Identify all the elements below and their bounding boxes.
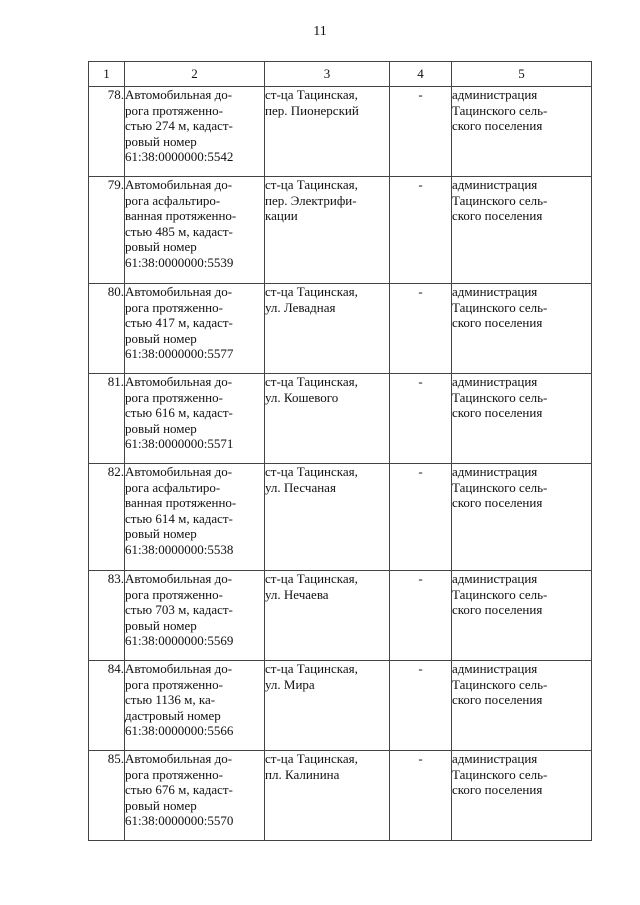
object-name-cell-line: рога протяженно- [125,586,223,602]
object-name-cell [125,87,265,177]
address-cell [265,177,390,284]
owner-cell [452,571,592,661]
row-number: 78. [89,87,125,177]
owner-cell [452,87,592,177]
object-name-cell-line: рога протяженно- [125,389,223,405]
row-number: 85. [89,751,125,841]
object-name-cell-line: 61:38:0000000:5566 [125,723,234,738]
table-row [89,284,592,374]
object-name-cell-line: рога асфальтиро- [125,479,221,495]
owner-cell [452,177,592,284]
address-cell [265,374,390,464]
object-name-cell [125,284,265,374]
owner-cell [452,751,592,841]
owner-cell [452,374,592,464]
owner-cell-line: ского поселения [452,315,543,330]
object-name-cell-line: рога протяженно- [125,766,223,782]
roads-registry-table [88,61,592,841]
table-row [89,751,592,841]
owner-cell-line: Тацинского сель- [452,766,548,782]
object-name-cell-line: рога протяженно- [125,102,223,118]
owner-cell-line: Тацинского сель- [452,389,548,405]
header-col-1: 1 [89,62,125,87]
address-cell-line: ул. Кошевого [265,389,339,405]
address-cell-line: кации [265,208,298,223]
address-cell-line: ст-ца Тацинская, [265,464,358,479]
address-cell-line: ст-ца Тацинская, [265,284,358,299]
col4-cell: - [390,571,452,661]
object-name-cell-line: 61:38:0000000:5577 [125,346,234,361]
object-name-cell-line: ровый номер [125,133,197,149]
address-cell-line: пер. Пионерский [265,102,359,118]
owner-cell-line: администрация [452,374,538,389]
object-name-cell-line: ровый номер [125,526,197,541]
object-name-cell-line: дастровый номер [125,707,221,723]
object-name-cell [125,661,265,751]
row-number: 82. [89,464,125,571]
owner-cell-line: администрация [452,177,538,192]
object-name-cell-line: Автомобильная до- [125,661,233,676]
owner-cell-line: ского поселения [452,782,543,797]
table-body [89,87,592,841]
address-cell-line: пл. Калинина [265,766,340,782]
address-cell-line: ст-ца Тацинская, [265,661,358,676]
owner-cell-line: ского поселения [452,405,543,420]
header-col-2: 2 [125,62,265,87]
object-name-cell-line: Автомобильная до- [125,751,233,766]
owner-cell-line: ского поселения [452,495,543,510]
object-name-cell-line: стью 676 м, кадаст- [125,782,233,797]
address-cell [265,464,390,571]
row-number: 83. [89,571,125,661]
address-cell [265,571,390,661]
object-name-cell-line: Автомобильная до- [125,284,233,299]
object-name-cell [125,374,265,464]
col4-cell: - [390,177,452,284]
row-number: 81. [89,374,125,464]
object-name-cell [125,571,265,661]
object-name-cell-line: Автомобильная до- [125,374,233,389]
object-name-cell-line: рога асфальтиро- [125,192,221,208]
address-cell [265,87,390,177]
owner-cell-line: Тацинского сель- [452,676,548,692]
owner-cell [452,661,592,751]
owner-cell-line: администрация [452,87,538,102]
object-name-cell-line: ровый номер [125,420,197,436]
owner-cell-line: администрация [452,751,538,766]
row-number: 79. [89,177,125,284]
owner-cell-line: Тацинского сель- [452,479,548,495]
col4-cell: - [390,464,452,571]
address-cell-line: ул. Левадная [265,299,336,315]
owner-cell-line: Тацинского сель- [452,586,548,602]
owner-cell-line: ского поселения [452,208,543,223]
object-name-cell-line: стью 614 м, кадаст- [125,510,233,526]
address-cell-line: ст-ца Тацинская, [265,87,358,102]
header-row [89,62,592,87]
object-name-cell-line: ровый номер [125,330,197,346]
address-cell [265,661,390,751]
address-cell-line: ул. Мира [265,676,315,692]
address-cell-line: ст-ца Тацинская, [265,177,358,192]
owner-cell-line: ского поселения [452,602,543,617]
col4-cell: - [390,284,452,374]
table-row [89,661,592,751]
owner-cell-line: администрация [452,661,538,676]
row-number: 80. [89,284,125,374]
owner-cell-line: администрация [452,464,538,479]
owner-cell [452,464,592,571]
owner-cell-line: Тацинского сель- [452,102,548,118]
header-col-4: 4 [390,62,452,87]
owner-cell-line: администрация [452,284,538,299]
object-name-cell-line: Автомобильная до- [125,464,233,479]
object-name-cell-line: стью 417 м, кадаст- [125,315,233,330]
owner-cell-line: администрация [452,571,538,586]
object-name-cell-line: стью 703 м, кадаст- [125,602,233,617]
header-col-5: 5 [452,62,592,87]
owner-cell-line: ского поселения [452,118,543,133]
object-name-cell-line: ровый номер [125,617,197,633]
object-name-cell-line: 61:38:0000000:5538 [125,541,234,557]
row-number: 84. [89,661,125,751]
object-name-cell-line: рога протяженно- [125,299,223,315]
object-name-cell-line: стью 1136 м, ка- [125,692,216,707]
object-name-cell-line: Автомобильная до- [125,177,233,192]
object-name-cell-line: Автомобильная до- [125,571,233,586]
table-row [89,177,592,284]
col4-cell: - [390,751,452,841]
object-name-cell [125,751,265,841]
object-name-cell-line: стью 274 м, кадаст- [125,118,233,133]
object-name-cell-line: 61:38:0000000:5539 [125,254,234,270]
address-cell [265,751,390,841]
page-number: 11 [313,24,327,39]
owner-cell-line: Тацинского сель- [452,192,548,208]
table-row [89,374,592,464]
object-name-cell-line: ровый номер [125,797,197,813]
header-col-3: 3 [265,62,390,87]
object-name-cell-line: стью 485 м, кадаст- [125,223,233,239]
object-name-cell [125,177,265,284]
col4-cell: - [390,661,452,751]
object-name-cell-line: ванная протяженно- [125,208,237,223]
col4-cell: - [390,374,452,464]
object-name-cell-line: 61:38:0000000:5570 [125,813,234,828]
owner-cell-line: ского поселения [452,692,543,707]
col4-cell: - [390,87,452,177]
address-cell-line: пер. Электрифи- [265,192,357,208]
address-cell-line: ст-ца Тацинская, [265,374,358,389]
object-name-cell-line: 61:38:0000000:5571 [125,436,234,451]
object-name-cell [125,464,265,571]
object-name-cell-line: Автомобильная до- [125,87,233,102]
address-cell-line: ст-ца Тацинская, [265,571,358,586]
table-row [89,464,592,571]
address-cell-line: ст-ца Тацинская, [265,751,358,766]
owner-cell [452,284,592,374]
table-row [89,571,592,661]
address-cell [265,284,390,374]
table-header [89,62,592,87]
object-name-cell-line: стью 616 м, кадаст- [125,405,233,420]
table-row [89,87,592,177]
address-cell-line: ул. Нечаева [265,586,329,602]
object-name-cell-line: рога протяженно- [125,676,223,692]
owner-cell-line: Тацинского сель- [452,299,548,315]
object-name-cell-line: ванная протяженно- [125,495,237,510]
object-name-cell-line: ровый номер [125,239,197,254]
object-name-cell-line: 61:38:0000000:5542 [125,149,234,164]
object-name-cell-line: 61:38:0000000:5569 [125,633,234,648]
address-cell-line: ул. Песчаная [265,479,336,495]
